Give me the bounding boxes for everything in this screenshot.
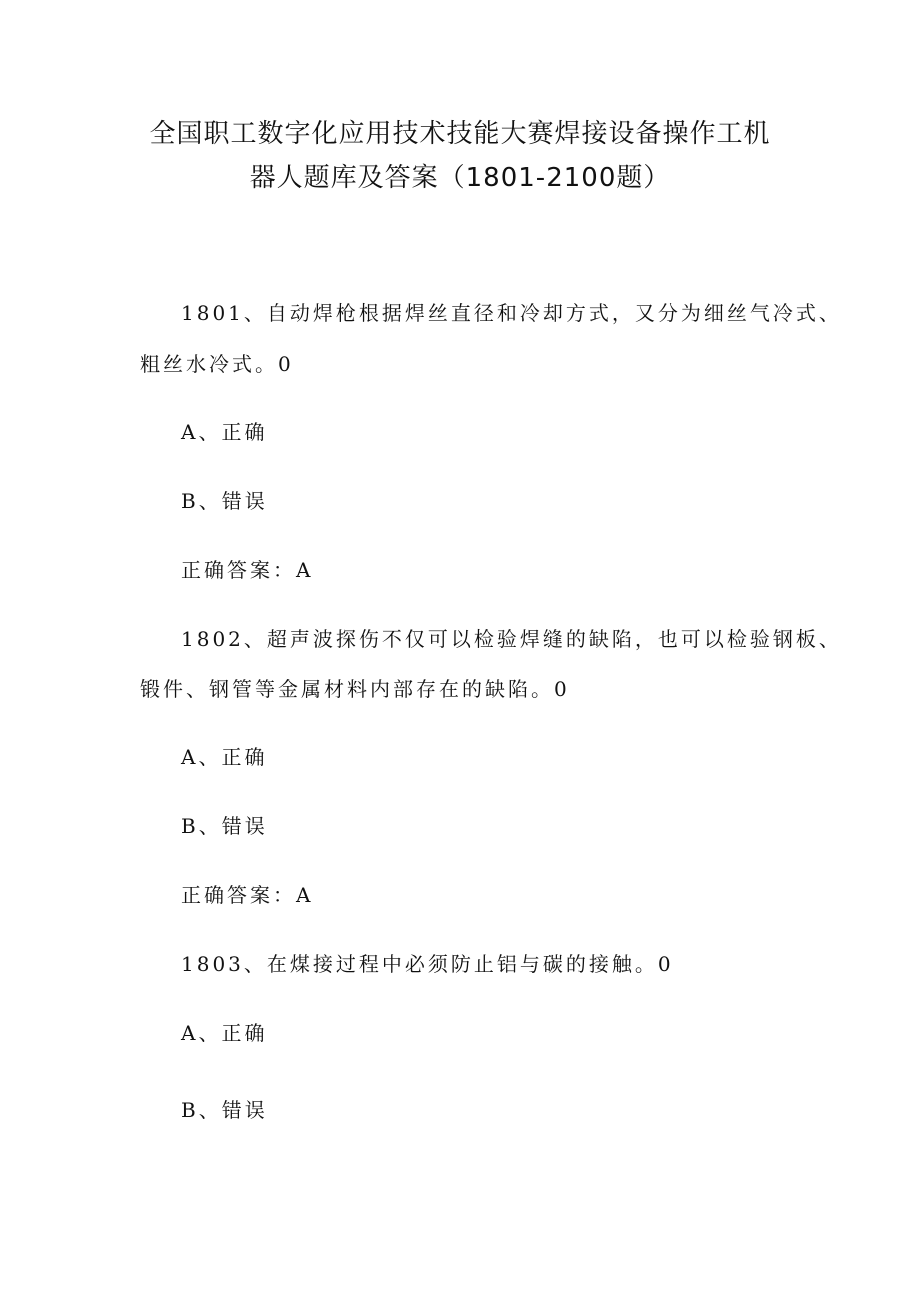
question-1802-text: 1802、超声波探伤不仅可以检验焊缝的缺陷，也可以检验钢板、 (181, 627, 842, 651)
question-1801-text-cont: 粗丝水冷式。0 (140, 352, 294, 376)
document-title-line-1: 全国职工数字化应用技术技能大赛焊接设备操作工机 (149, 119, 771, 149)
document-title-line-2: 器人题库及答案（1801-2100题） (249, 163, 671, 193)
question-1803-option-a: A、正确 (181, 1021, 268, 1045)
question-1803-text: 1803、在煤接过程中必须防止铝与碳的接触。0 (181, 952, 674, 976)
question-1801-text: 1801、自动焊枪根据焊丝直径和冷却方式，又分为细丝气冷式、 (181, 301, 842, 325)
question-1801-option-b: B、错误 (181, 489, 268, 513)
question-1802-option-a: A、正确 (181, 745, 268, 769)
question-1802-answer: 正确答案：A (181, 883, 314, 907)
question-1802-option-b: B、错误 (181, 814, 268, 838)
question-1801-answer: 正确答案：A (181, 558, 314, 582)
question-1801-option-a: A、正确 (181, 420, 268, 444)
question-1803-option-b: B、错误 (181, 1098, 268, 1122)
question-1802-text-cont: 锻件、钢管等金属材料内部存在的缺陷。0 (140, 677, 570, 701)
